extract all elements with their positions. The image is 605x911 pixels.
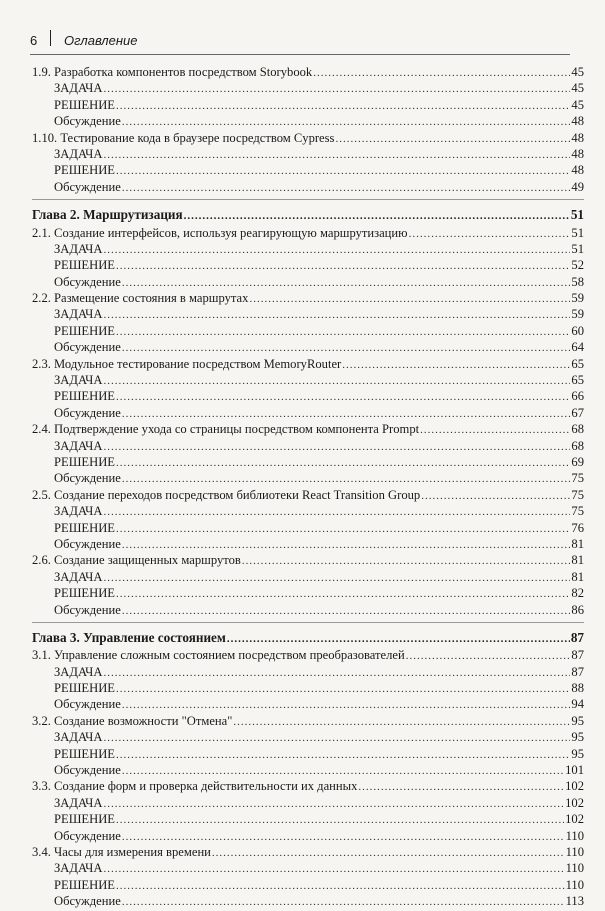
toc-entry-title: 2.3. Модульное тестирование посредством MemoryRouter — [32, 356, 342, 371]
toc-page-number: 59 — [571, 291, 584, 306]
toc-entry-title: ЗАДАЧА — [54, 730, 103, 745]
toc-subentry — [32, 438, 584, 454]
toc-page-number: 67 — [571, 405, 584, 420]
toc-entry-title: РЕШЕНИЕ — [54, 812, 115, 827]
toc-page-number: 48 — [571, 163, 584, 178]
toc-entry-title: ЗАДАЧА — [54, 504, 103, 519]
header-rule — [30, 54, 570, 55]
toc-subentry — [32, 520, 584, 536]
dot-leader — [358, 779, 564, 795]
dot-leader — [116, 324, 570, 340]
toc-entry-title: Обсуждение — [54, 536, 121, 551]
dot-leader — [103, 242, 570, 258]
toc-entry-title: РЕШЕНИЕ — [54, 454, 115, 469]
toc-page-number: 65 — [571, 356, 584, 371]
toc-page-number: 68 — [571, 438, 584, 453]
toc-page-number: 60 — [571, 323, 584, 338]
toc-subentry — [32, 146, 584, 162]
toc-page-number: 81 — [571, 553, 584, 568]
toc-page-number: 45 — [571, 65, 584, 79]
toc-section-entry — [32, 64, 584, 80]
chapter-divider — [32, 622, 584, 623]
dot-leader — [116, 586, 570, 602]
toc-subentry — [32, 503, 584, 519]
dot-leader — [122, 537, 571, 553]
toc-subentry — [32, 860, 584, 876]
toc-subentry — [32, 80, 584, 96]
toc-entry-title: 1.10. Тестирование кода в браузере посредством Cypress — [32, 130, 335, 145]
toc-entry-title: ЗАДАЧА — [54, 569, 103, 584]
toc-page-number: 75 — [571, 487, 584, 502]
dot-leader — [103, 861, 564, 877]
toc-subentry — [32, 179, 584, 195]
toc-entry-title: 2.1. Создание интерфейсов, используя реагирующую маршрутизацию — [32, 225, 408, 240]
toc-subentry — [32, 602, 584, 618]
toc-page-number: 110 — [565, 877, 584, 892]
toc-subentry — [32, 470, 584, 486]
toc-section-entry — [32, 552, 584, 568]
toc-subentry — [32, 877, 584, 893]
dot-leader — [116, 163, 570, 179]
toc-page-number: 95 — [571, 730, 584, 745]
toc-entry-title: Обсуждение — [54, 274, 121, 289]
toc-subentry — [32, 372, 584, 388]
dot-leader — [122, 763, 564, 779]
toc-entry-title: ЗАДАЧА — [54, 307, 103, 322]
toc-entry-title: ЗАДАЧА — [54, 664, 103, 679]
toc-page-number: 51 — [571, 225, 584, 240]
dot-leader — [116, 521, 570, 537]
toc-entry-title: РЕШЕНИЕ — [54, 586, 115, 601]
page-header — [30, 30, 570, 52]
toc-entry-title: Глава 3. Управление состоянием — [32, 629, 226, 645]
toc-section-entry — [32, 487, 584, 503]
toc-entry-title: Обсуждение — [54, 471, 121, 486]
dot-leader — [122, 406, 571, 422]
toc-page-number: 51 — [570, 207, 584, 223]
dot-leader — [116, 878, 565, 894]
dot-leader — [103, 665, 570, 681]
dot-leader — [122, 697, 571, 713]
toc-page-number: 64 — [571, 340, 584, 355]
dot-leader — [122, 114, 571, 130]
toc-section-entry — [32, 778, 584, 794]
toc-page-number: 81 — [571, 536, 584, 551]
toc-entry-title: ЗАДАЧА — [54, 373, 103, 388]
toc-entry-title: 2.2. Размещение состояния в маршрутах — [32, 291, 249, 306]
toc-subentry — [32, 113, 584, 129]
dot-leader — [335, 131, 570, 147]
toc-section-entry — [32, 225, 584, 241]
toc-subentry — [32, 585, 584, 601]
toc-page-number: 87 — [570, 629, 584, 645]
toc-entry-title: РЕШЕНИЕ — [54, 163, 115, 178]
toc-page-number: 110 — [565, 828, 584, 843]
dot-leader — [249, 291, 570, 307]
dot-leader — [122, 180, 571, 196]
toc-subentry — [32, 893, 584, 909]
toc-entry-title: Обсуждение — [54, 602, 121, 617]
dot-leader — [103, 504, 570, 520]
toc-entry-title: РЕШЕНИЕ — [54, 520, 115, 535]
toc-page-number: 94 — [571, 697, 584, 712]
toc-page-number: 88 — [571, 681, 584, 696]
toc-subentry — [32, 405, 584, 421]
toc-subentry — [32, 664, 584, 680]
toc-page-number: 69 — [571, 454, 584, 469]
dot-leader — [122, 829, 565, 845]
toc-section-entry — [32, 290, 584, 306]
toc-page-number: 51 — [571, 241, 584, 256]
chapter-divider — [32, 199, 584, 200]
toc-page-number: 87 — [571, 664, 584, 679]
toc-subentry — [32, 274, 584, 290]
dot-leader — [116, 455, 570, 471]
dot-leader — [242, 553, 571, 569]
dot-leader — [103, 730, 570, 746]
toc-entry-title: 2.4. Подтверждение ухода со страницы посредством компонента Prompt — [32, 422, 420, 437]
toc-entry-title: ЗАДАЧА — [54, 861, 103, 876]
dot-leader — [421, 488, 570, 504]
toc-subentry — [32, 339, 584, 355]
toc-section-entry — [32, 356, 584, 372]
toc-page-number: 110 — [565, 844, 584, 859]
dot-leader — [122, 275, 571, 291]
toc-entry-title: РЕШЕНИЕ — [54, 97, 115, 112]
toc-entry-title: 3.2. Создание возможности "Отмена" — [32, 713, 233, 728]
toc-page-number: 86 — [571, 602, 584, 617]
toc-page-number: 66 — [571, 389, 584, 404]
toc-entry-title: 1.9. Разработка компонентов посредством Storybook — [32, 65, 313, 79]
dot-leader — [122, 471, 571, 487]
toc-section-entry — [32, 421, 584, 437]
toc-entry-title: Обсуждение — [54, 405, 121, 420]
toc-entry-title: РЕШЕНИЕ — [54, 746, 115, 761]
dot-leader — [342, 357, 570, 373]
toc-subentry — [32, 536, 584, 552]
toc-page-number: 48 — [571, 130, 584, 145]
toc-page-number: 101 — [565, 763, 584, 778]
toc-entry-title: 3.3. Создание форм и проверка действительности их данных — [32, 779, 358, 794]
toc-page-number: 68 — [571, 422, 584, 437]
toc-section-entry — [32, 130, 584, 146]
toc-subentry — [32, 306, 584, 322]
toc-entry-title: 3.1. Управление сложным состоянием посредством преобразователей — [32, 648, 405, 663]
dot-leader — [103, 796, 564, 812]
table-of-contents — [32, 64, 584, 910]
toc-subentry — [32, 97, 584, 113]
toc-page-number: 76 — [571, 520, 584, 535]
toc-subentry — [32, 811, 584, 827]
toc-page-number: 75 — [571, 471, 584, 486]
toc-page-number: 45 — [571, 81, 584, 96]
dot-leader — [212, 845, 565, 861]
toc-page-number: 87 — [571, 648, 584, 663]
dot-leader — [184, 208, 570, 224]
toc-subentry — [32, 257, 584, 273]
toc-page-number: 95 — [571, 713, 584, 728]
dot-leader — [116, 747, 570, 763]
toc-subentry — [32, 454, 584, 470]
toc-section-entry — [32, 844, 584, 860]
dot-leader — [313, 65, 570, 81]
toc-entry-title: Обсуждение — [54, 179, 121, 194]
toc-entry-title: Обсуждение — [54, 894, 121, 909]
dot-leader — [116, 681, 570, 697]
toc-entry-title: Обсуждение — [54, 763, 121, 778]
toc-subentry — [32, 569, 584, 585]
dot-leader — [233, 714, 570, 730]
toc-entry-title: ЗАДАЧА — [54, 81, 103, 96]
toc-subentry — [32, 241, 584, 257]
toc-section-entry — [32, 647, 584, 663]
toc-page-number: 102 — [565, 779, 584, 794]
toc-entry-title: Обсуждение — [54, 697, 121, 712]
toc-entry-title: Обсуждение — [54, 340, 121, 355]
toc-section-entry — [32, 713, 584, 729]
toc-entry-title: РЕШЕНИЕ — [54, 681, 115, 696]
dot-leader — [406, 648, 571, 664]
header-separator — [50, 30, 51, 46]
page-number: 6 — [30, 33, 38, 48]
toc-entry-title: 2.6. Создание защищенных маршрутов — [32, 553, 241, 568]
dot-leader — [103, 147, 570, 163]
toc-subentry — [32, 795, 584, 811]
dot-leader — [116, 389, 570, 405]
toc-subentry — [32, 762, 584, 778]
dot-leader — [122, 603, 571, 619]
toc-entry-title: 3.4. Часы для измерения времени — [32, 844, 211, 859]
toc-entry-title: РЕШЕНИЕ — [54, 877, 115, 892]
toc-subentry — [32, 746, 584, 762]
toc-entry-title: ЗАДАЧА — [54, 241, 103, 256]
toc-subentry — [32, 696, 584, 712]
toc-entry-title: ЗАДАЧА — [54, 438, 103, 453]
dot-leader — [122, 340, 571, 356]
toc-page-number: 59 — [571, 307, 584, 322]
dot-leader — [103, 570, 570, 586]
toc-subentry — [32, 323, 584, 339]
toc-page-number: 75 — [571, 504, 584, 519]
toc-page-number: 102 — [565, 812, 584, 827]
toc-entry-title: 2.5. Создание переходов посредством библиотеки React Transition Group — [32, 487, 421, 502]
running-title: Оглавление — [64, 33, 138, 48]
toc-subentry — [32, 828, 584, 844]
toc-entry-title: Глава 2. Маршрутизация — [32, 207, 183, 223]
dot-leader — [420, 422, 570, 438]
dot-leader — [103, 307, 570, 323]
toc-page-number: 49 — [571, 179, 584, 194]
dot-leader — [103, 373, 570, 389]
toc-subentry — [32, 162, 584, 178]
dot-leader — [409, 226, 571, 242]
toc-entry-title: Обсуждение — [54, 828, 121, 843]
toc-page-number: 81 — [571, 569, 584, 584]
toc-entry-title: РЕШЕНИЕ — [54, 389, 115, 404]
toc-chapter-entry — [32, 207, 584, 223]
toc-page-number: 82 — [571, 586, 584, 601]
dot-leader — [103, 81, 570, 97]
toc-page-number: 58 — [571, 274, 584, 289]
toc-entry-title: РЕШЕНИЕ — [54, 323, 115, 338]
toc-subentry — [32, 729, 584, 745]
dot-leader — [116, 98, 570, 114]
toc-entry-title: РЕШЕНИЕ — [54, 258, 115, 273]
dot-leader — [122, 894, 565, 910]
toc-subentry — [32, 680, 584, 696]
toc-page-number: 45 — [571, 97, 584, 112]
toc-page-number: 95 — [571, 746, 584, 761]
toc-chapter-entry — [32, 630, 584, 646]
toc-page-number: 102 — [565, 795, 584, 810]
toc-page-number: 113 — [565, 894, 584, 909]
toc-page-number: 52 — [571, 258, 584, 273]
toc-page-number: 48 — [571, 114, 584, 129]
dot-leader — [227, 631, 570, 647]
toc-page-number: 110 — [565, 861, 584, 876]
toc-subentry — [32, 388, 584, 404]
toc-entry-title: ЗАДАЧА — [54, 146, 103, 161]
dot-leader — [116, 258, 570, 274]
toc-page-number: 65 — [571, 373, 584, 388]
dot-leader — [116, 812, 564, 828]
toc-entry-title: Обсуждение — [54, 114, 121, 129]
dot-leader — [103, 439, 570, 455]
toc-page-number: 48 — [571, 146, 584, 161]
toc-entry-title: ЗАДАЧА — [54, 795, 103, 810]
